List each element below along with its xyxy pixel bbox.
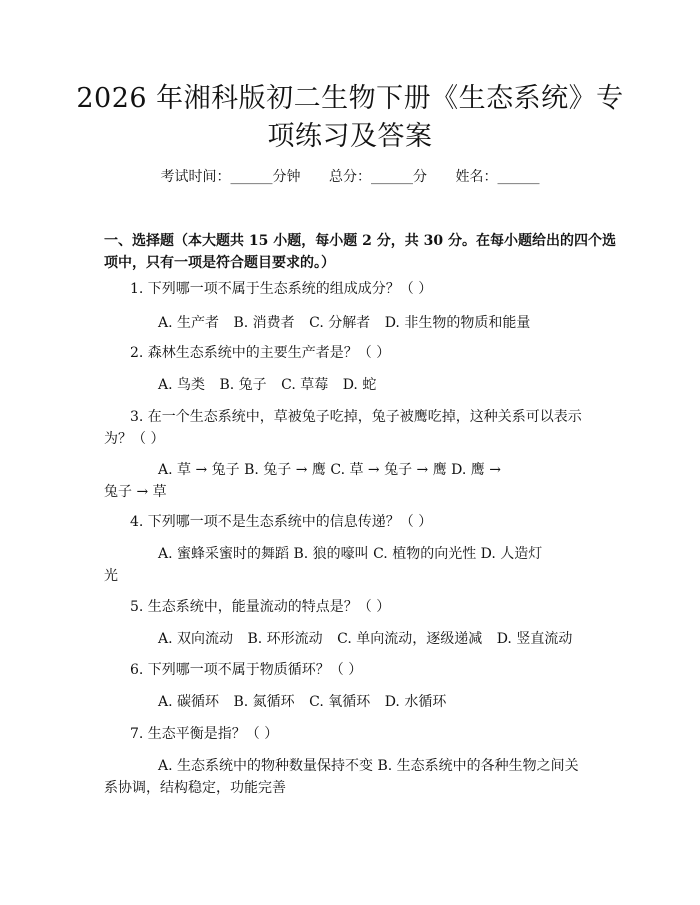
section-heading-line-2: 项中，只有一项是符合题目要求的。） [104, 255, 335, 271]
option-c: C. 分解者 [309, 315, 371, 331]
question-stem: 7. 生态平衡是指？（ ） [130, 726, 279, 742]
option-b: B. 氮循环 [233, 694, 295, 710]
option-c: C. 氧循环 [309, 694, 371, 710]
question-3 [104, 406, 604, 450]
section-heading-line-1: 一、选择题（本大题共 15 小题，每小题 2 分，共 30 分。在每小题给出的四个选 [104, 233, 616, 249]
question-stem: 3. 在一个生态系统中，草被兔子吃掉，兔子被鹰吃掉，这种关系可以表示 [130, 409, 582, 425]
option-c: C. 单向流动，逐级递减 [337, 631, 483, 647]
option-d: D. 蛇 [342, 377, 377, 393]
question-1-options [104, 312, 604, 334]
question-4 [104, 511, 604, 533]
question-stem: 5. 生态系统中，能量流动的特点是？（ ） [130, 599, 391, 615]
option-b: B. 消费者 [233, 315, 295, 331]
options-line-1: A. 蜜蜂采蜜时的舞蹈 B. 狼的嚎叫 C. 植物的向光性 D. 人造灯 [158, 546, 543, 562]
exam-time: 考试时间：______分钟 [160, 169, 301, 185]
options-line-1: A. 生态系统中的物种数量保持不变 B. 生态系统中的各种生物之间关 [158, 758, 579, 774]
question-3-options [104, 459, 604, 503]
title-line-1: 2026 年湘科版初二生物下册《生态系统》专 [76, 83, 624, 114]
question-7-options [104, 755, 604, 799]
question-5 [104, 596, 604, 618]
exam-name: 姓名：______ [455, 169, 540, 185]
question-stem: 4. 下列哪一项不是生态系统中的信息传递？（ ） [130, 514, 433, 530]
option-a: A. 碳循环 [158, 694, 220, 710]
option-d: D. 非生物的物质和能量 [384, 315, 531, 331]
option-a: A. 双向流动 [158, 631, 234, 647]
question-2-options [104, 374, 604, 396]
section-heading [104, 230, 616, 274]
document-title [60, 80, 640, 156]
option-a: A. 生产者 [158, 315, 220, 331]
title-line-2: 项练习及答案 [267, 121, 433, 152]
question-6 [104, 659, 604, 681]
option-b: B. 环形流动 [247, 631, 323, 647]
question-1 [104, 278, 604, 300]
question-7 [104, 723, 604, 745]
option-c: C. 草莓 [281, 377, 329, 393]
question-stem: 6. 下列哪一项不属于物质循环？（ ） [130, 662, 363, 678]
option-d: D. 竖直流动 [496, 631, 573, 647]
question-2 [104, 342, 604, 364]
option-d: D. 水循环 [384, 694, 447, 710]
question-4-options [104, 543, 604, 587]
question-stem-cont: 为？（ ） [104, 431, 165, 447]
question-stem: 2. 森林生态系统中的主要生产者是？（ ） [130, 345, 391, 361]
option-a: A. 鸟类 [158, 377, 206, 393]
option-b: B. 兔子 [219, 377, 267, 393]
options-line-2: 兔子 → 草 [104, 484, 167, 500]
question-5-options [104, 628, 604, 650]
exam-score: 总分：______分 [329, 169, 427, 185]
exam-info [0, 166, 700, 188]
options-line-1: A. 草 → 兔子 B. 兔子 → 鹰 C. 草 → 兔子 → 鹰 D. 鹰 → [158, 462, 501, 478]
options-line-2: 光 [104, 568, 118, 584]
options-line-2: 系协调，结构稳定，功能完善 [104, 780, 286, 796]
question-6-options [104, 691, 604, 713]
question-stem: 1. 下列哪一项不属于生态系统的组成成分？（ ） [130, 281, 433, 297]
